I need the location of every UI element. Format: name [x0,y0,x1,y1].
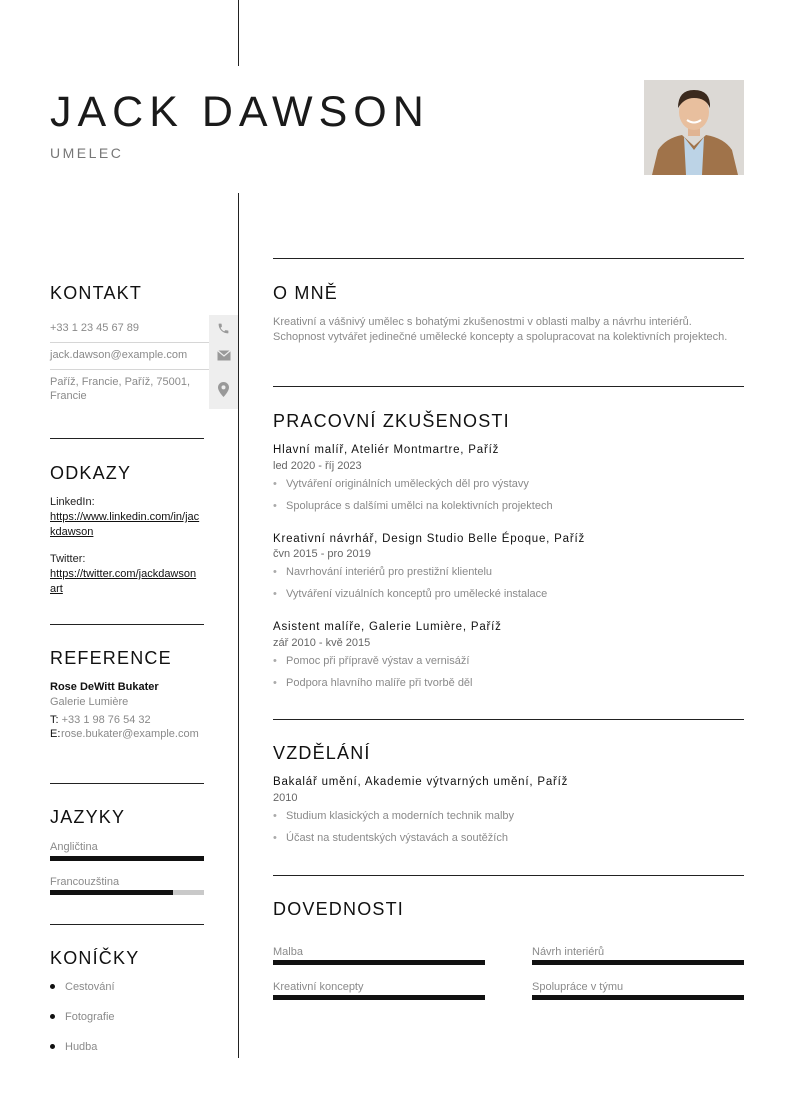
skill-item [273,981,485,993]
phone-icon [209,315,238,342]
education-bullet [273,810,514,822]
language-level-fill [50,856,204,861]
linkedin-label: LinkedIn: [50,496,95,508]
contact-address-row [50,369,238,409]
bullet-dot-icon [50,1044,55,1049]
education-section-title: VZDĚLÁNÍ [273,743,371,763]
candidate-name: JACK DAWSON [50,88,430,136]
skill-level-fill [273,995,485,1000]
bullet-text: Spolupráce s dalšími umělci na kolektivních projektech [286,500,553,512]
skill-level-bar [532,960,744,965]
skill-level-fill [532,960,744,965]
job-bullet [273,566,492,578]
contact-phone: +33 1 23 45 67 89 [50,322,139,334]
bullet-text: Navrhování interiérů pro prestižní klientelu [286,566,493,578]
about-text: Kreativní a vášnivý umělec s bohatými zkušenostmi v oblasti malby a návrhu interiérů. Schopnost vytvářet jedinečné umělecké koncepty a spolupracovat na kolektivních projektech. [273,316,728,343]
job-date: zář 2010 - kvě 2015 [273,637,371,649]
envelope-icon [209,342,238,369]
job-date: čvn 2015 - pro 2019 [273,548,371,560]
job-bullet [273,500,553,512]
column-divider-line [238,193,239,1058]
language-name: Francouzština [50,876,120,888]
education-bullet [273,832,508,844]
bullet-text: Pomoc při přípravě výstav a vernisáží [286,655,470,667]
hobby-label: Fotografie [65,1011,115,1023]
reference-phone: +33 1 98 76 54 32 [61,714,151,726]
reference-email-line [50,727,202,742]
bullet-dot-icon [50,984,55,989]
education-year: 2010 [273,792,298,804]
contact-address: Paříž, Francie, Paříž, 75001, Francie [50,376,191,402]
skill-name: Malba [273,946,303,958]
bullet-icon: • [273,677,277,689]
bullet-text: Vytváření originálních uměleckých děl pro výstavy [286,478,529,490]
skill-name: Spolupráce v týmu [532,981,624,993]
hobbies-section-title: KONÍČKY [50,948,140,968]
skill-name: Návrh interiérů [532,946,605,958]
main-divider [273,875,744,876]
reference-phone-line [50,713,151,728]
reference-email[interactable]: rose.bukater@example.com [61,728,199,740]
reference-section-title: REFERENCE [50,648,172,668]
about-section-title: O MNĚ [273,283,339,303]
contact-section-title: KONTAKT [50,283,143,303]
skill-item [273,946,485,958]
reference-phone-label: T: [50,714,59,726]
bullet-icon: • [273,810,277,822]
reference-email-label: E: [50,728,61,740]
bullet-icon: • [273,655,277,667]
twitter-label: Twitter: [50,553,86,565]
skill-item [532,981,744,993]
education-degree: Bakalář umění, Akademie výtvarných umění, Paříž [273,776,569,788]
job-bullet [273,655,469,667]
skill-item [532,946,744,958]
hobby-label: Cestování [65,981,115,993]
languages-section-title: JAZYKY [50,807,126,827]
contact-email: jack.dawson@example.com [50,349,188,361]
sidebar-divider [50,783,204,784]
bullet-icon: • [273,588,277,600]
skill-level-bar [532,995,744,1000]
language-level-fill [50,890,173,895]
sidebar-divider [50,624,204,625]
hobby-item [50,981,115,993]
hobby-item [50,1041,97,1053]
skill-level-fill [532,995,744,1000]
reference-name: Rose DeWitt Bukater [50,681,159,693]
main-divider [273,386,744,387]
sidebar-divider [50,438,204,439]
job-bullet [273,478,529,490]
links-section-title: ODKAZY [50,463,132,483]
bullet-text: Studium klasických a moderních technik malby [286,810,515,822]
candidate-role: UMELEC [50,145,124,161]
language-name: Angličtina [50,841,98,853]
bullet-dot-icon [50,1014,55,1019]
job-title: Hlavní malíř, Ateliér Montmartre, Paříž [273,444,500,456]
skill-level-bar [273,960,485,965]
language-level-bar [50,890,204,895]
profile-photo [644,80,744,175]
bullet-icon: • [273,500,277,512]
bullet-icon: • [273,832,277,844]
skill-level-fill [273,960,485,965]
job-bullet [273,677,473,689]
job-title: Kreativní návrhář, Design Studio Belle Époque, Paříž [273,533,586,545]
bullet-text: Vytváření vizuálních konceptů pro umělecké instalace [286,588,548,600]
reference-company: Galerie Lumière [50,696,129,708]
job-bullet [273,588,547,600]
hobby-item [50,1011,115,1023]
linkedin-link[interactable]: https://www.linkedin.com/in/jackdawson [50,511,200,538]
hobby-label: Hudba [65,1041,98,1053]
main-divider [273,719,744,720]
job-date: led 2020 - říj 2023 [273,460,362,472]
job-title: Asistent malíře, Galerie Lumière, Paříž [273,621,502,633]
bullet-icon: • [273,566,277,578]
language-level-bar [50,856,204,861]
experience-section-title: PRACOVNÍ ZKUŠENOSTI [273,411,510,431]
bullet-text: Podpora hlavního malíře při tvorbě děl [286,677,473,689]
main-divider [273,258,744,259]
sidebar-divider [50,924,204,925]
contact-email-row [50,342,238,370]
top-divider-line [238,0,239,66]
skill-level-bar [273,995,485,1000]
bullet-text: Účast na studentských výstavách a soutěžích [286,832,508,844]
skill-name: Kreativní koncepty [273,981,364,993]
location-pin-icon [209,369,238,409]
contact-phone-row [50,315,238,343]
twitter-link[interactable]: https://twitter.com/jackdawsonart [50,568,197,595]
bullet-icon: • [273,478,277,490]
skills-section-title: DOVEDNOSTI [273,899,405,919]
